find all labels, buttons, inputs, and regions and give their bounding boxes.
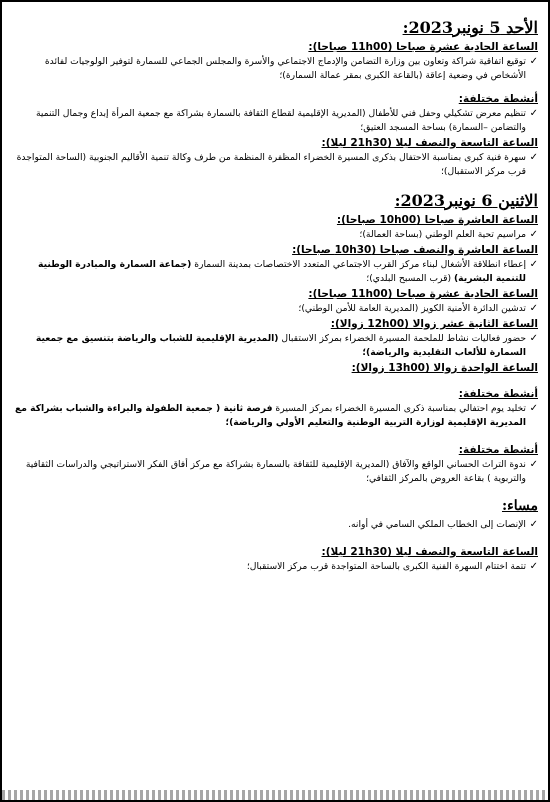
list-item (14, 258, 538, 286)
item-text: تنظيم معرض تشكيلي وحفل فني للأطفال (المديرية الإقليمية لقطاع الثقافة بالسمارة بشراكة مع جمعية المرأة إبداع وجمال التنمية والتضامن –السمارة) بساحة المسجد العتيق؛ (35, 108, 526, 133)
item-text: سهرة فنية كبرى بمناسبة الاحتفال بذكرى المسيرة الخضراء المظفرة المنظمة من طرف وكالة تنمية الأقاليم الجنوبية (الساحة المتواجدة قرب مركز الاستقبال)؛ (16, 152, 526, 177)
day2-time-12h00: الساعة الثانية عشر زوالا (12h00 زوالا): (330, 318, 538, 330)
list-item (14, 107, 538, 135)
list-item (14, 55, 538, 83)
day2-time-21h30: الساعة التاسعة والنصف ليلا (21h30 ليلا): (321, 546, 538, 558)
day2-time-10h30: الساعة العاشرة والنصف صباحا (10h30 صباحا): (292, 244, 538, 256)
item-text: الإنصات إلى الخطاب الملكي السامي في أوانه. (348, 519, 526, 530)
item-text: ندوة التراث الحساني الواقع والآفاق (المديرية الإقليمية للثقافة بالسمارة بشراكة مع مركز أفاق الفكر الاستراتيجي والدراسات الثقافية والتربوية ) بقاعة العروض بالمركز الثقافي؛ (25, 459, 526, 484)
checkmark-icon: ✓ (529, 403, 538, 414)
day2-time-11h00: الساعة الحادية عشرة صباحا (11h00 صباحا): (308, 288, 538, 300)
item-text: تدشين الدائرة الأمنية الكويز (المديرية العامة للأمن الوطني)؛ (298, 303, 526, 314)
item-text-bold: (المديرية الإقليمية للشباب والرياضة بتنسيق مع جمعية السمارة للألعاب التقليدية والرياضة)؛ (35, 333, 526, 358)
checkmark-icon: ✓ (529, 561, 538, 572)
item-text: تخليد يوم احتفالي بمناسبة ذكرى المسيرة الخضراء بمركز المسيرة (272, 403, 526, 414)
item-text: (قرب المسبح البلدي)؛ (366, 273, 454, 284)
day2-time-13h00: الساعة الواحدة زوالا (13h00 زوالا): (351, 362, 538, 374)
list-item (14, 402, 538, 430)
checkmark-icon: ✓ (529, 303, 538, 314)
day1-time-11h00: الساعة الحادية عشرة صباحا (11h00 صباحا): (308, 41, 538, 53)
checkmark-icon: ✓ (529, 519, 538, 530)
item-text: توقيع اتفاقية شراكة وتعاون بين وزارة التضامن والإدماج الاجتماعي والأسرة والمجلس الجماعي للسمارة لتوفير الولوجيات لفائدة الأشخاص في وضعية إعاقة (بالقاعة الكبرى بمقر عمالة السمارة)؛ (44, 56, 526, 81)
item-text: إعطاء انطلاقة الأشغال لبناء مركز القرب الاجتماعي المتعدد الاختصاصات بمدينة السمارة (191, 259, 526, 270)
list-item (14, 228, 538, 242)
document-content (14, 18, 538, 786)
list-item (14, 151, 538, 179)
day2-activities1-heading: أنشطة مختلفة: (458, 388, 538, 400)
item-text-bold: فرصة ثانية ( جمعية الطفولة والبراءة والشباب بشراكة مع المديرية الإقليمية لوزارة التربية الوطنية والتعليم الأولي والرياضة)؛ (14, 403, 526, 428)
day2-activities2-heading: أنشطة مختلفة: (458, 444, 538, 456)
checkmark-icon: ✓ (529, 229, 538, 240)
checkmark-icon: ✓ (529, 152, 538, 163)
item-text: تتمة اختتام السهرة الفنية الكبرى بالساحة المتواجدة قرب مركز الاستقبال؛ (246, 561, 526, 572)
item-text: حضور فعاليات نشاط للملحمة المسيرة الخضراء بمركز الاستقبال (278, 333, 526, 344)
list-item (14, 560, 538, 574)
day1-heading: الأحد 5 نونبر2023: (402, 18, 538, 37)
checkmark-icon: ✓ (529, 108, 538, 119)
checkmark-icon: ✓ (529, 259, 538, 270)
list-item (14, 302, 538, 316)
list-item (14, 458, 538, 486)
day2-time-10h00: الساعة العاشرة صباحا (10h00 صباحا): (336, 214, 538, 226)
item-text: مراسيم تحية العلم الوطني (بساحة العمالة)؛ (359, 229, 526, 240)
checkmark-icon: ✓ (529, 56, 538, 67)
day1-time-21h30: الساعة التاسعة والنصف ليلا (21h30 ليلا): (321, 137, 538, 149)
item-text-bold: (جماعة السمارة والمبادرة الوطنية للتنمية البشرية) (38, 259, 526, 284)
list-item (14, 332, 538, 360)
day2-heading: الاثنين 6 نونبر2023: (394, 191, 538, 210)
list-item (14, 518, 538, 532)
evening-heading: مساء: (501, 498, 538, 514)
checkmark-icon: ✓ (529, 459, 538, 470)
checkmark-icon: ✓ (529, 333, 538, 344)
page-border-decoration (2, 790, 548, 800)
day1-activities-heading: أنشطة مختلفة: (458, 93, 538, 105)
